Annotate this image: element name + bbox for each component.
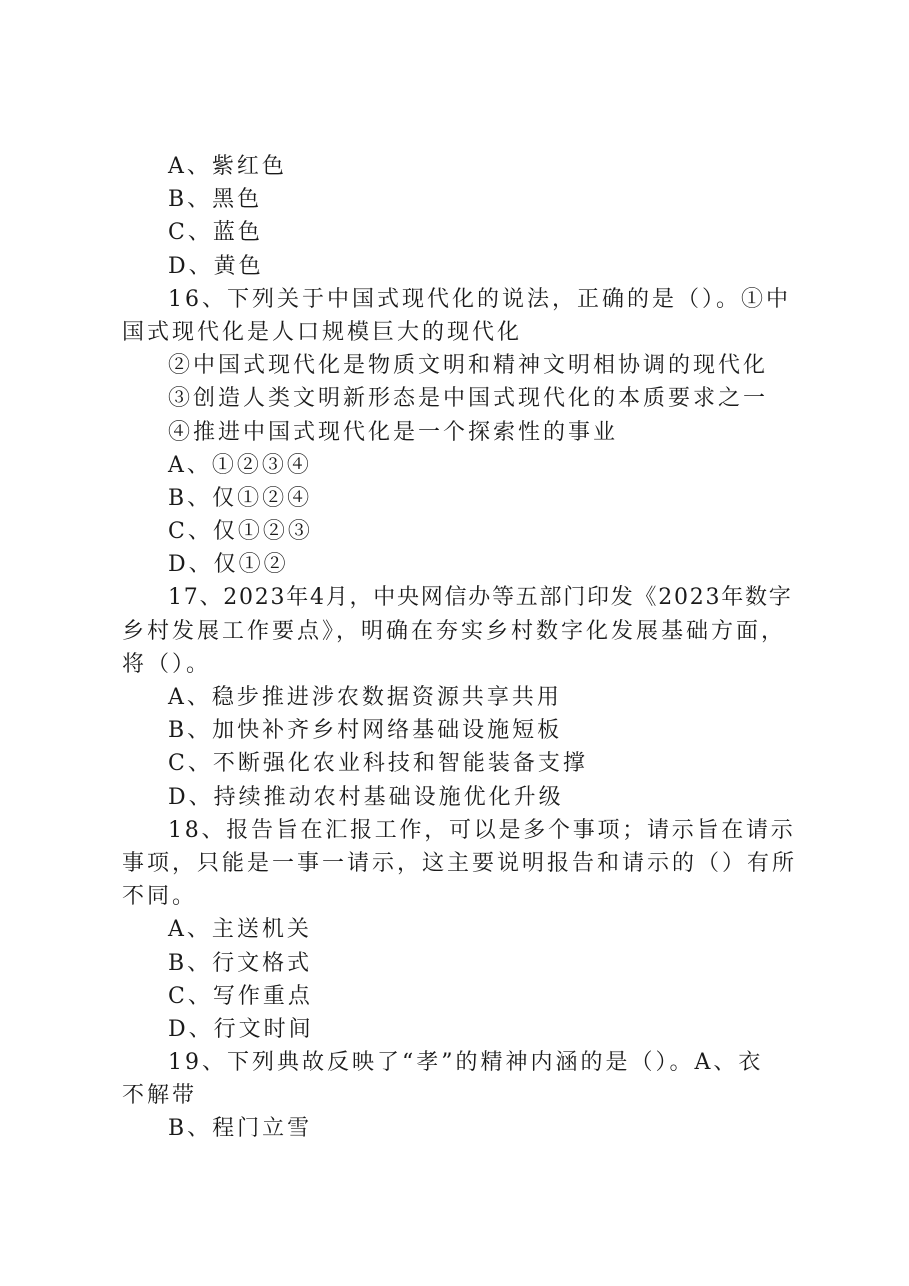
q16-option-c: C、仅①②③ (168, 519, 313, 545)
q16-option-d: D、仅①② (168, 552, 289, 578)
q16-statement-2: ②中国式现代化是物质文明和精神文明相协调的现代化 (168, 353, 769, 379)
q16-option-b: B、仅①②④ (168, 485, 313, 511)
q18-stem-line-1: 18、报告旨在汇报工作，可以是多个事项；请示旨在请示 (168, 817, 796, 843)
q15-option-d: D、黄色 (168, 253, 264, 279)
q16-statement-3: ③创造人类文明新形态是中国式现代化的本质要求之一 (168, 386, 769, 412)
q16-option-a: A、①②③④ (168, 452, 312, 478)
q17-option-c: C、不断强化农业科技和智能装备支撑 (168, 751, 588, 777)
q17-stem-line-2: 乡村发展工作要点》，明确在夯实乡村数字化发展基础方面， (122, 618, 787, 644)
q19-stem-line-2: 不解带 (122, 1083, 198, 1109)
q18-option-b: B、行文格式 (168, 950, 313, 976)
q16-statement-4: ④推进中国式现代化是一个探索性的事业 (168, 419, 619, 445)
q18-option-a: A、主送机关 (168, 917, 312, 943)
q17-stem-line-3: 将（）。 (122, 651, 212, 677)
q17-option-b: B、加快补齐乡村网络基础设施短板 (168, 718, 563, 744)
q15-option-b: B、黑色 (168, 187, 263, 213)
q18-stem-line-2: 事项，只能是一事一请示，这主要说明报告和请示的（）有所 (122, 850, 798, 876)
q17-stem-line-1: 17、2023年4月，中央网信办等五部门印发《2023年数字 (168, 585, 793, 611)
q15-option-a: A、紫红色 (168, 154, 287, 179)
q16-stem-line-1: 16、下列关于中国式现代化的说法，正确的是（）。①中 (168, 286, 791, 312)
q18-option-d: D、行文时间 (168, 1016, 314, 1042)
q18-option-c: C、写作重点 (168, 983, 313, 1009)
q18-stem-line-3: 不同。 (122, 884, 198, 910)
q17-option-d: D、持续推动农村基础设施优化升级 (168, 784, 564, 810)
q19-stem-line-1: 19、下列典故反映了“孝”的精神内涵的是（）。A、衣 (168, 1050, 764, 1076)
q15-option-c: C、蓝色 (168, 220, 263, 246)
exam-content (122, 150, 798, 1146)
q19-option-b: B、程门立雪 (168, 1116, 313, 1142)
q17-option-a: A、稳步推进涉农数据资源共享共用 (168, 685, 562, 710)
q16-stem-line-2: 国式现代化是人口规模巨大的现代化 (122, 319, 523, 345)
